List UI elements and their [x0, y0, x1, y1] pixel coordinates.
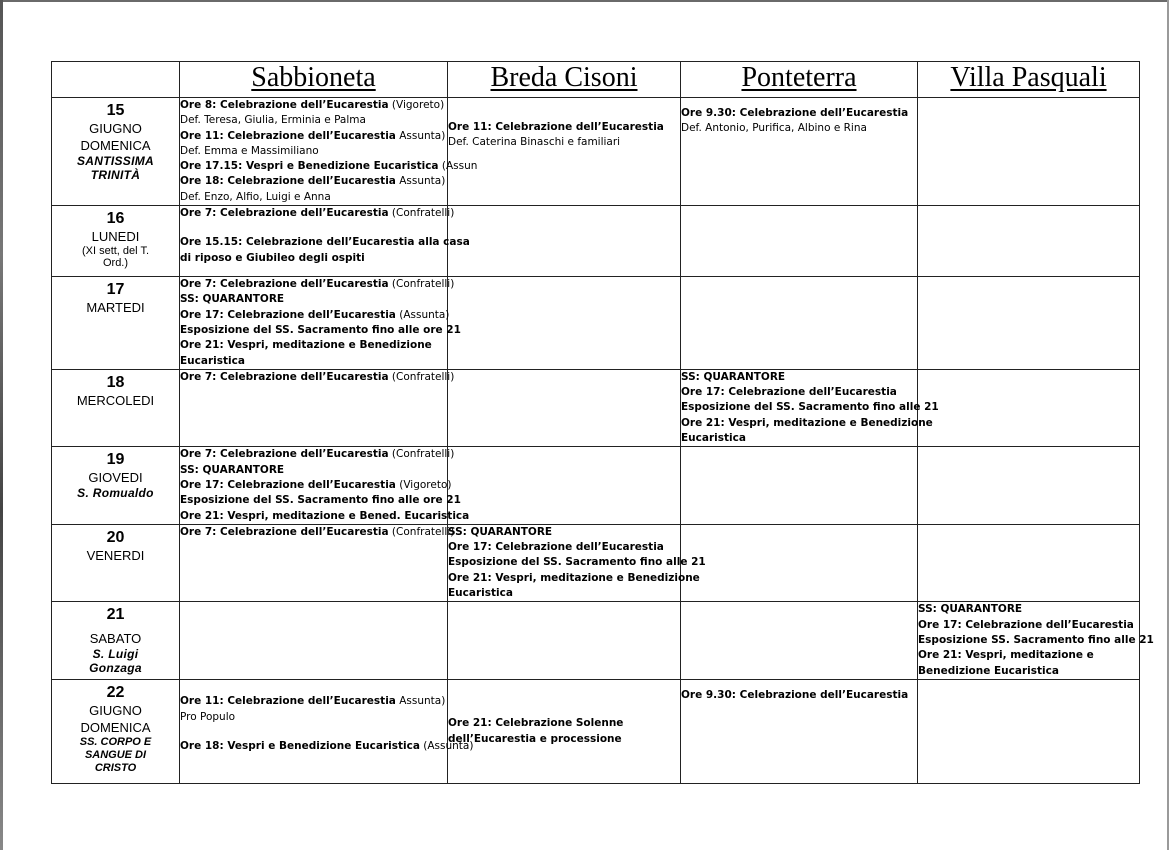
cell-19-breda-cisoni — [448, 447, 681, 524]
header-villa-pasquali: Villa Pasquali — [918, 62, 1140, 98]
event-line: Benedizione Eucaristica — [918, 664, 1059, 677]
feast-label: SANGUE DI — [84, 749, 147, 762]
day-cell-17 — [52, 277, 180, 370]
weekday-label: MERCOLEDI — [76, 392, 155, 408]
cell-21-sabbioneta — [180, 602, 448, 680]
day-cell-16 — [52, 206, 180, 277]
cell-21-breda-cisoni — [448, 602, 681, 680]
header-empty — [52, 62, 180, 98]
cell-17-breda-cisoni — [448, 277, 681, 370]
cell-20-ponteterra — [681, 524, 918, 601]
event-line: Ore 11: Celebrazione dell’Eucarestia — [448, 121, 664, 133]
event-line: Ore 17: Celebrazione dell’Eucarestia (Vigoreto) — [180, 478, 452, 491]
event-line: Ore 7: Celebrazione dell’Eucarestia (Confratelli) — [180, 207, 455, 220]
day-cell-20 — [52, 524, 180, 601]
feast-label: SS. CORPO E — [79, 736, 152, 749]
month-label: GIUGNO — [89, 121, 142, 136]
event-line: Ore 21: Vespri, meditazione e — [918, 649, 1094, 662]
event-line: Ore 9.30: Celebrazione dell’Eucarestia — [681, 107, 909, 119]
event-note: Pro Populo — [180, 710, 236, 723]
cell-16-ponteterra — [681, 206, 918, 277]
row-day-21 — [52, 602, 1140, 680]
event-line: SS: QUARANTORE — [180, 463, 285, 476]
cell-20-sabbioneta — [180, 524, 455, 601]
row-day-22 — [52, 680, 1140, 784]
weekday-label: DOMENICA — [80, 720, 151, 736]
feast-label: CRISTO — [94, 762, 137, 775]
day-number: 20 — [106, 528, 125, 546]
event-line: Esposizione del SS. Sacramento fino alle ore 21 — [180, 323, 461, 336]
day-number: 22 — [106, 684, 125, 702]
cell-22-breda-cisoni — [448, 680, 681, 784]
scan-edge-top — [0, 0, 1169, 2]
event-line: Ore 11: Celebrazione dell’Eucarestia Assunta) — [180, 695, 446, 708]
feast-label: TRINITÀ — [90, 168, 141, 182]
saint-label: S. Romualdo — [77, 486, 154, 501]
event-note: Def. Emma e Massimiliano — [180, 144, 319, 157]
cell-17-ponteterra — [681, 277, 918, 370]
header-breda-cisoni: Breda Cisoni — [448, 62, 681, 98]
event-line: Esposizione SS. Sacramento fino alle 21 — [918, 633, 1154, 646]
header-ponteterra: Ponteterra — [681, 62, 918, 98]
day-cell-22 — [52, 680, 180, 784]
event-line: Ore 11: Celebrazione dell’Eucarestia Assunta) — [180, 129, 446, 142]
cell-15-sabbioneta — [180, 98, 478, 206]
schedule-table — [51, 61, 1154, 784]
event-line: Ore 15.15: Celebrazione dell’Eucarestia alla casa — [180, 236, 470, 249]
cell-18-sabbioneta — [180, 369, 455, 446]
day-number: 21 — [106, 606, 125, 624]
cell-17-villa-pasquali — [918, 277, 1140, 370]
day-number: 18 — [106, 373, 125, 391]
event-line: Esposizione del SS. Sacramento fino alle 21 — [681, 401, 939, 414]
weekday-label: LUNEDI — [91, 229, 140, 245]
month-label: GIUGNO — [89, 703, 142, 719]
event-line: Ore 17.15: Vespri e Benedizione Eucaristica (Assun — [180, 160, 478, 173]
event-line: Ore 7: Celebrazione dell’Eucarestia (Confratelli) — [180, 448, 455, 461]
event-line: Eucaristica — [681, 432, 746, 445]
event-line: Ore 21: Vespri, meditazione e Benedizione — [681, 416, 933, 429]
weekday-label: DOMENICA — [80, 138, 151, 153]
event-note: Def. Antonio, Purifica, Albino e Rina — [681, 122, 867, 135]
row-day-20 — [52, 524, 1140, 601]
weekday-label: MARTEDI — [86, 300, 145, 316]
header-sabbioneta: Sabbioneta — [180, 62, 448, 98]
liturgical-note: (XI sett, del T. — [81, 245, 150, 258]
event-line: di riposo e Giubileo degli ospiti — [180, 251, 365, 264]
row-day-15 — [52, 98, 1140, 206]
day-number: 15 — [106, 102, 125, 119]
day-cell-18 — [52, 369, 180, 446]
day-number: 19 — [106, 451, 125, 469]
cell-16-villa-pasquali — [918, 206, 1140, 277]
event-line: Eucaristica — [180, 354, 245, 367]
cell-21-ponteterra — [681, 602, 918, 680]
row-day-19 — [52, 447, 1140, 524]
cell-21-villa-pasquali — [918, 602, 1154, 680]
day-number: 17 — [106, 281, 125, 299]
event-line: SS: QUARANTORE — [448, 525, 553, 538]
day-cell-19 — [52, 447, 180, 524]
event-line: Ore 7: Celebrazione dell’Eucarestia (Confratelli) — [180, 525, 455, 538]
event-line: Ore 17: Celebrazione dell’Eucarestia (Assunta) — [180, 308, 450, 321]
day-cell-21 — [52, 602, 180, 680]
event-line: Ore 18: Celebrazione dell’Eucarestia Assunta) — [180, 175, 446, 188]
row-day-16 — [52, 206, 1140, 277]
cell-18-villa-pasquali — [918, 369, 1140, 446]
row-day-17 — [52, 277, 1140, 370]
event-line: Ore 21: Vespri, meditazione e Benedizione — [448, 571, 700, 584]
cell-22-villa-pasquali — [918, 680, 1140, 784]
saint-label: Gonzaga — [89, 661, 142, 676]
header-row — [52, 62, 1140, 98]
event-line: SS: QUARANTORE — [180, 293, 285, 306]
event-line: Ore 17: Celebrazione dell’Eucarestia — [918, 618, 1134, 631]
event-line: Eucaristica — [448, 587, 513, 600]
cell-15-villa-pasquali — [918, 98, 1140, 206]
event-line: Ore 9.30: Celebrazione dell’Eucarestia — [681, 689, 909, 702]
weekday-label: GIOVEDI — [88, 470, 143, 486]
cell-17-sabbioneta — [180, 277, 461, 370]
event-line: Ore 7: Celebrazione dell’Eucarestia (Confratelli) — [180, 278, 455, 291]
cell-19-sabbioneta — [180, 447, 470, 524]
event-line: SS: QUARANTORE — [918, 603, 1023, 616]
cell-22-ponteterra — [681, 680, 918, 784]
event-note: Def. Enzo, Alfio, Luigi e Anna — [180, 190, 331, 203]
event-line: dell’Eucarestia e processione — [448, 732, 622, 745]
event-note: Def. Caterina Binaschi e familiari — [448, 136, 621, 149]
event-line: Ore 7: Celebrazione dell’Eucarestia (Confratelli) — [180, 370, 455, 383]
cell-22-sabbioneta — [180, 680, 474, 784]
event-note: Def. Teresa, Giulia, Erminia e Palma — [180, 114, 366, 127]
event-line: Ore 17: Celebrazione dell’Eucarestia — [681, 386, 897, 399]
day-number: 16 — [106, 210, 125, 228]
cell-18-breda-cisoni — [448, 369, 681, 446]
row-day-18 — [52, 369, 1140, 446]
cell-15-breda-cisoni — [448, 98, 681, 206]
event-line: Ore 21: Vespri, meditazione e Benedizione — [180, 339, 432, 352]
cell-19-villa-pasquali — [918, 447, 1140, 524]
saint-label: S. Luigi — [92, 647, 139, 662]
event-line: Ore 21: Celebrazione Solenne — [448, 717, 624, 730]
cell-16-breda-cisoni — [448, 206, 681, 277]
day-cell-15 — [52, 98, 180, 206]
cell-20-breda-cisoni — [448, 524, 706, 601]
feast-label: SANTISSIMA — [76, 154, 154, 168]
event-line: Ore 18: Vespri e Benedizione Eucaristica (Assunta) — [180, 739, 474, 752]
event-line: Ore 8: Celebrazione dell’Eucarestia (Vigoreto) — [180, 99, 445, 111]
cell-15-ponteterra — [681, 98, 918, 206]
liturgical-note: Ord.) — [102, 257, 129, 270]
weekday-label: SABATO — [89, 631, 142, 647]
scan-edge-left — [0, 0, 3, 850]
event-line: SS: QUARANTORE — [681, 370, 786, 383]
event-line: Esposizione del SS. Sacramento fino alle 21 — [448, 556, 706, 569]
weekday-label: VENERDI — [86, 547, 145, 563]
event-line: Ore 21: Vespri, meditazione e Bened. Eucaristica — [180, 509, 470, 522]
cell-18-ponteterra — [681, 369, 939, 446]
event-line: Esposizione del SS. Sacramento fino alle ore 21 — [180, 494, 461, 507]
cell-19-ponteterra — [681, 447, 918, 524]
cell-16-sabbioneta — [180, 206, 470, 277]
event-line: Ore 17: Celebrazione dell’Eucarestia — [448, 541, 664, 554]
cell-20-villa-pasquali — [918, 524, 1140, 601]
